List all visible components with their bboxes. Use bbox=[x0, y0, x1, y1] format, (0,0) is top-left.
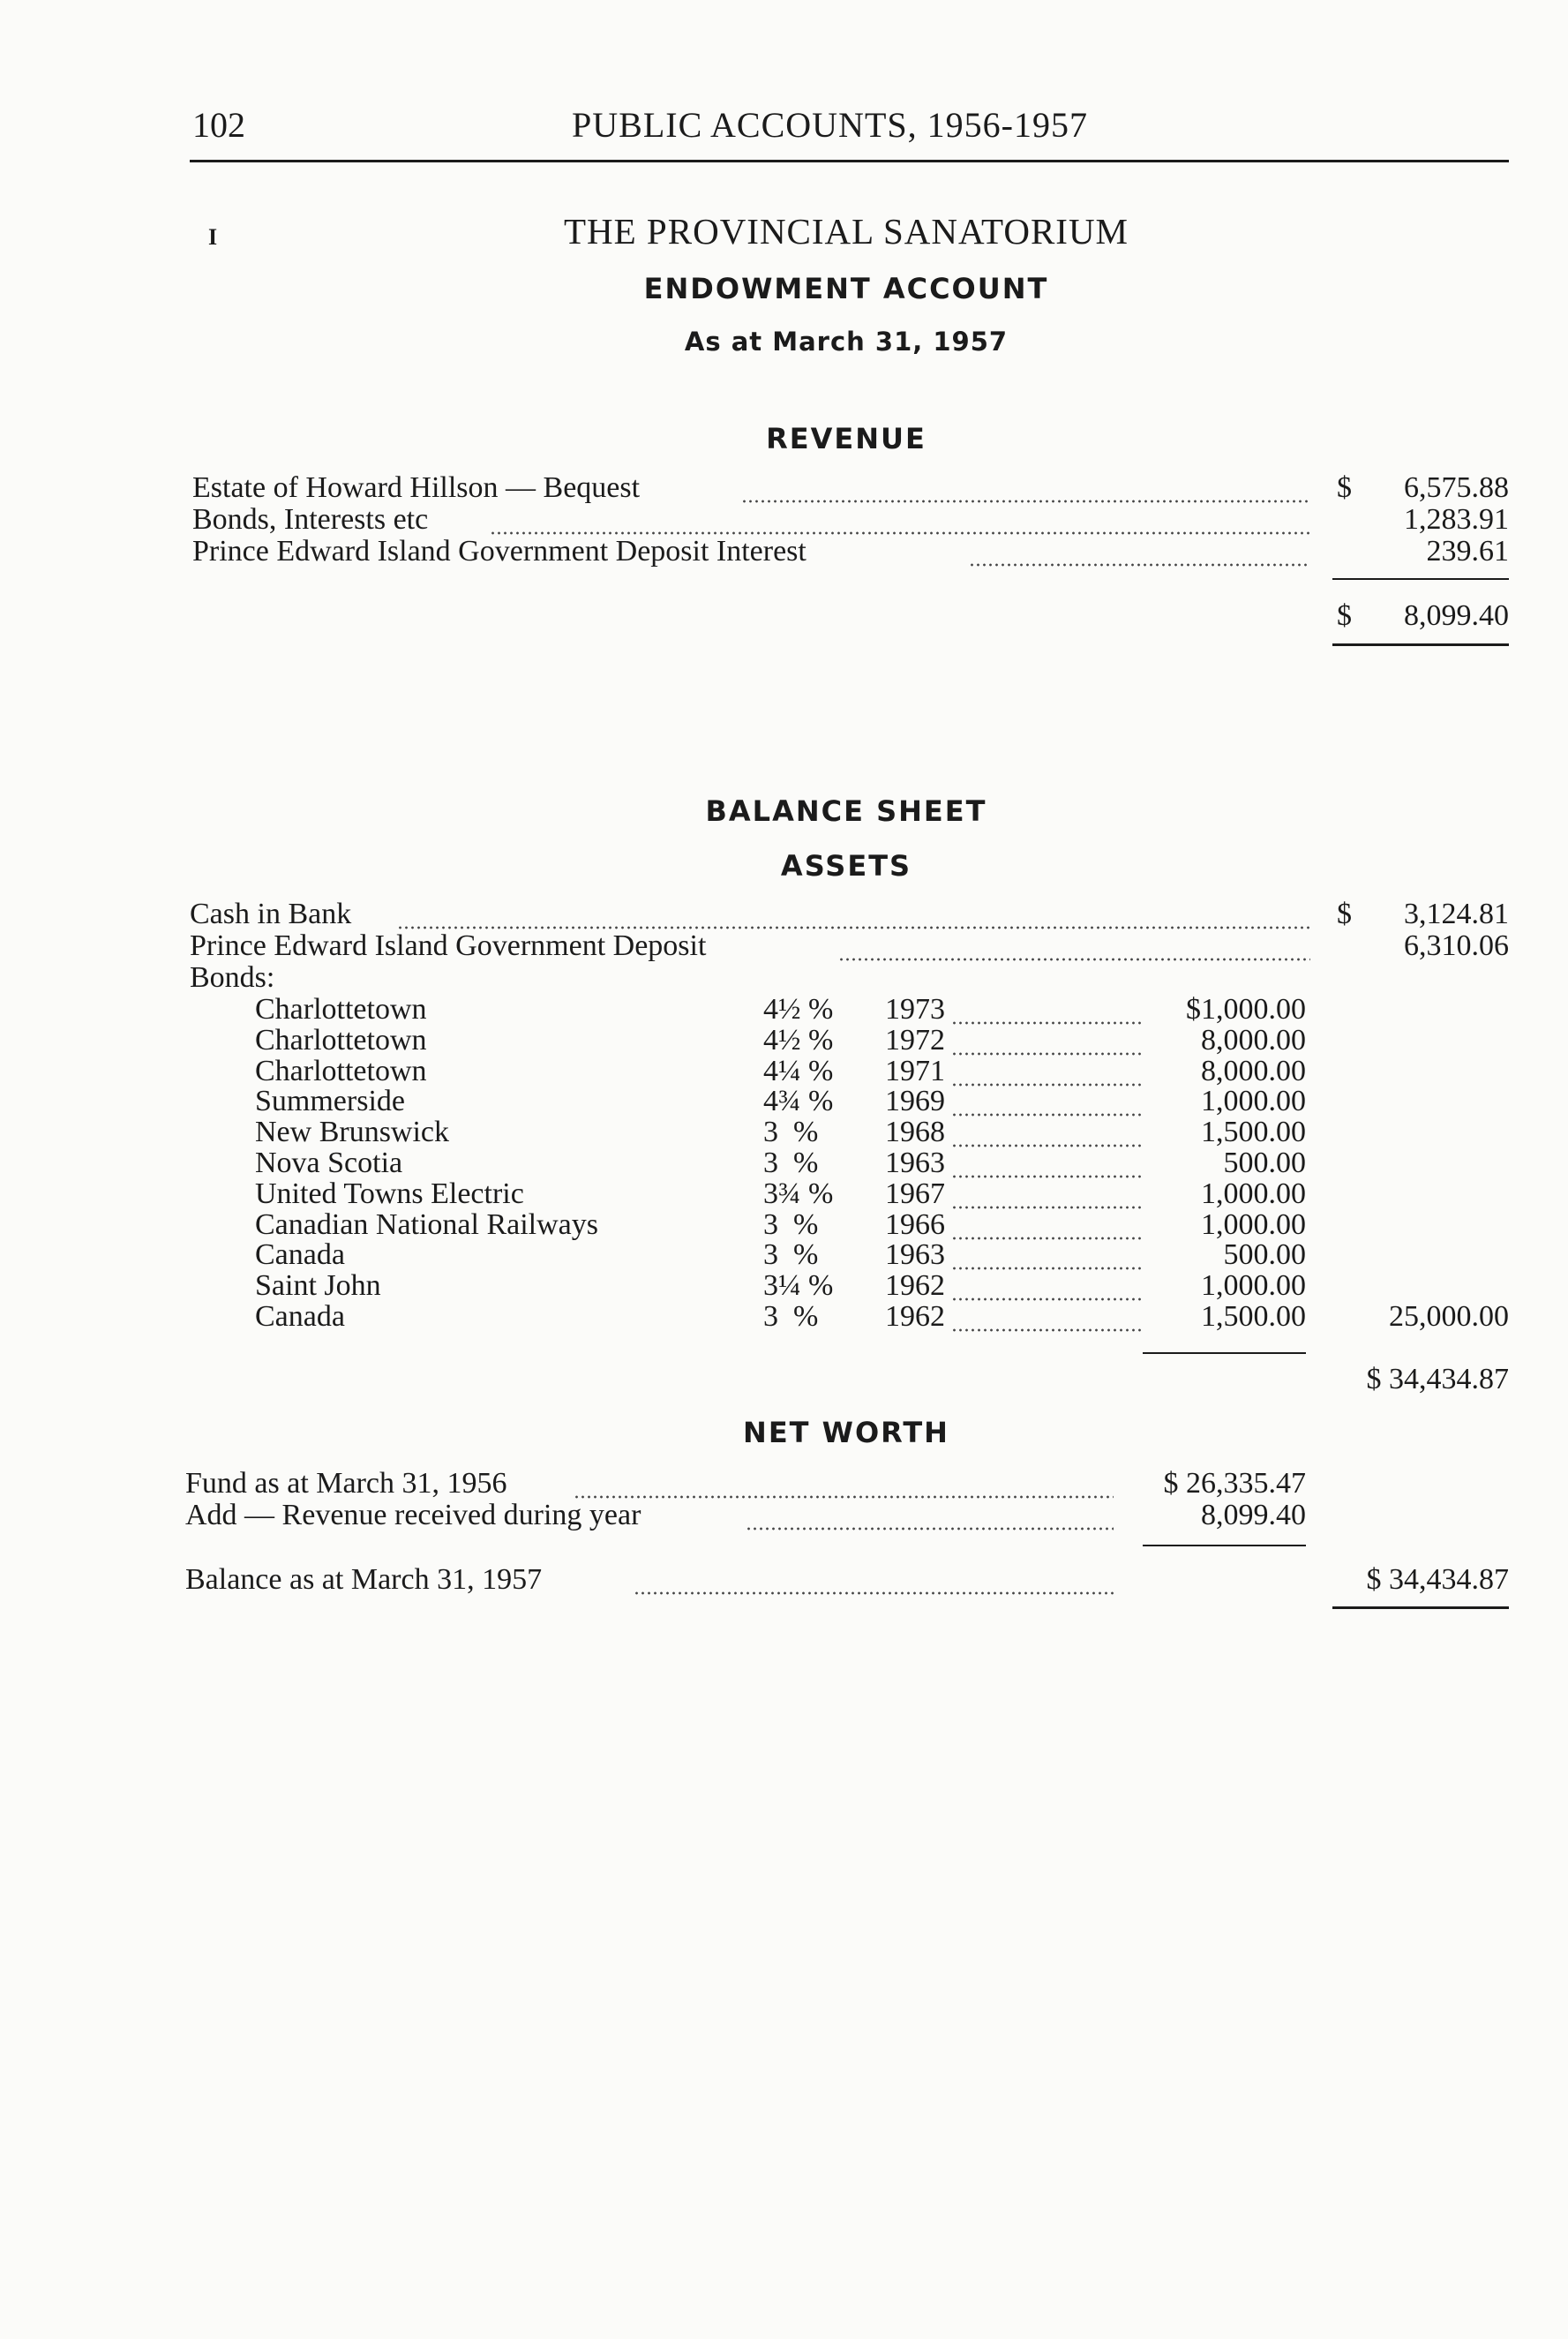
bond-rate: 4½ % bbox=[763, 993, 834, 1026]
bond-rate: 3¾ % bbox=[763, 1177, 834, 1210]
revenue-total-rule bbox=[1332, 643, 1509, 646]
bond-name: Saint John bbox=[255, 1269, 381, 1302]
page-subtitle: ENDOWMENT ACCOUNT bbox=[643, 272, 1049, 305]
bond-year: 1973 bbox=[885, 993, 945, 1026]
add-label: Add — Revenue received during year bbox=[185, 1499, 641, 1531]
header-rule bbox=[190, 160, 1509, 162]
leader-dots bbox=[951, 1237, 1141, 1240]
bond-amount: 1,000.00 bbox=[1201, 1085, 1306, 1117]
bond-year: 1963 bbox=[885, 1147, 945, 1179]
leader-dots bbox=[838, 958, 1310, 961]
bond-name: Charlottetown bbox=[255, 993, 427, 1026]
bond-year: 1972 bbox=[885, 1024, 945, 1057]
bond-amount: 8,000.00 bbox=[1201, 1055, 1306, 1087]
fund-amount: $ 26,335.47 bbox=[1163, 1467, 1306, 1500]
bond-name: Nova Scotia bbox=[255, 1147, 403, 1179]
balance-total-rule bbox=[1332, 1606, 1509, 1609]
leader-dots bbox=[951, 1267, 1141, 1270]
bond-name: Charlottetown bbox=[255, 1055, 427, 1087]
bond-year: 1962 bbox=[885, 1300, 945, 1333]
bonds-label: Bonds: bbox=[190, 961, 275, 994]
bond-rate: 3 % bbox=[763, 1147, 819, 1179]
leader-dots bbox=[634, 1591, 1114, 1595]
running-title: PUBLIC ACCOUNTS, 1956-1957 bbox=[572, 105, 1088, 145]
margin-mark: I bbox=[208, 224, 218, 250]
leader-dots bbox=[951, 1113, 1141, 1117]
revenue-label: Prince Edward Island Government Deposit Interest bbox=[192, 535, 807, 568]
balance-sheet-heading: BALANCE SHEET bbox=[705, 794, 987, 828]
revenue-amount: 1,283.91 bbox=[1404, 503, 1509, 536]
bond-rate: 3 % bbox=[763, 1116, 819, 1148]
revenue-label: Bonds, Interests etc bbox=[192, 503, 429, 536]
bond-amount: 1,000.00 bbox=[1201, 1208, 1306, 1241]
bond-name: Charlottetown bbox=[255, 1024, 427, 1057]
revenue-subtotal-rule bbox=[1332, 578, 1509, 580]
bond-name: United Towns Electric bbox=[255, 1177, 524, 1210]
leader-dots bbox=[951, 1052, 1141, 1056]
bond-rate: 3 % bbox=[763, 1208, 819, 1241]
bond-name: Canada bbox=[255, 1238, 345, 1271]
revenue-amount: 239.61 bbox=[1426, 535, 1509, 568]
bond-year: 1962 bbox=[885, 1269, 945, 1302]
page-title: THE PROVINCIAL SANATORIUM bbox=[563, 211, 1129, 252]
revenue-currency: $ bbox=[1337, 471, 1352, 504]
bond-rate: 4½ % bbox=[763, 1024, 834, 1057]
cash-amount: 3,124.81 bbox=[1404, 898, 1509, 930]
bonds-subtotal-rule bbox=[1143, 1352, 1306, 1354]
leader-dots bbox=[951, 1021, 1141, 1025]
net-worth-heading: NET WORTH bbox=[743, 1416, 949, 1449]
bond-rate: 3¼ % bbox=[763, 1269, 834, 1302]
deposit-label: Prince Edward Island Government Deposit bbox=[190, 929, 707, 962]
bond-name: Summerside bbox=[255, 1085, 405, 1117]
leader-dots bbox=[951, 1083, 1141, 1087]
deposit-amount: 6,310.06 bbox=[1404, 929, 1509, 962]
bond-year: 1969 bbox=[885, 1085, 945, 1117]
bond-rate: 3 % bbox=[763, 1238, 819, 1271]
bond-year: 1967 bbox=[885, 1177, 945, 1210]
bond-amount: 1,500.00 bbox=[1201, 1116, 1306, 1148]
bond-name: Canada bbox=[255, 1300, 345, 1333]
revenue-heading: REVENUE bbox=[766, 422, 927, 455]
bond-amount: 500.00 bbox=[1223, 1147, 1306, 1179]
bond-amount: 500.00 bbox=[1223, 1238, 1306, 1271]
revenue-amount: 6,575.88 bbox=[1404, 471, 1509, 504]
leader-dots bbox=[969, 563, 1310, 567]
bond-amount: 8,000.00 bbox=[1201, 1024, 1306, 1057]
cash-currency: $ bbox=[1337, 898, 1352, 930]
bond-year: 1968 bbox=[885, 1116, 945, 1148]
bond-rate: 3 % bbox=[763, 1300, 819, 1333]
bond-year: 1966 bbox=[885, 1208, 945, 1241]
bond-amount: 1,000.00 bbox=[1201, 1177, 1306, 1210]
fund-label: Fund as at March 31, 1956 bbox=[185, 1467, 507, 1500]
bond-year: 1963 bbox=[885, 1238, 945, 1271]
bonds-total: 25,000.00 bbox=[1389, 1300, 1509, 1333]
bond-rate: 4¾ % bbox=[763, 1085, 834, 1117]
page-number: 102 bbox=[192, 105, 245, 145]
leader-dots bbox=[951, 1328, 1141, 1332]
bond-amount: 1,500.00 bbox=[1201, 1300, 1306, 1333]
leader-dots bbox=[951, 1297, 1141, 1301]
leader-dots bbox=[746, 1527, 1114, 1531]
bond-name: New Brunswick bbox=[255, 1116, 450, 1148]
revenue-total-currency: $ bbox=[1337, 599, 1352, 632]
bond-year: 1971 bbox=[885, 1055, 945, 1087]
assets-heading: ASSETS bbox=[780, 849, 912, 883]
leader-dots bbox=[951, 1175, 1141, 1178]
revenue-total: 8,099.40 bbox=[1404, 599, 1509, 632]
bond-name: Canadian National Railways bbox=[255, 1208, 599, 1241]
bond-amount: 1,000.00 bbox=[1201, 1269, 1306, 1302]
bond-amount: $1,000.00 bbox=[1186, 993, 1306, 1026]
leader-dots bbox=[741, 500, 1310, 503]
page-date: As at March 31, 1957 bbox=[684, 327, 1009, 357]
balance-amount: $ 34,434.87 bbox=[1366, 1563, 1509, 1596]
cash-label: Cash in Bank bbox=[190, 898, 352, 930]
leader-dots bbox=[951, 1144, 1141, 1147]
net-worth-subtotal-rule bbox=[1143, 1545, 1306, 1546]
revenue-label: Estate of Howard Hillson — Bequest bbox=[192, 471, 641, 504]
leader-dots bbox=[951, 1206, 1141, 1209]
balance-label: Balance as at March 31, 1957 bbox=[185, 1563, 543, 1596]
bond-rate: 4¼ % bbox=[763, 1055, 834, 1087]
assets-total: $ 34,434.87 bbox=[1366, 1363, 1509, 1395]
add-amount: 8,099.40 bbox=[1201, 1499, 1306, 1531]
leader-dots bbox=[574, 1495, 1114, 1499]
